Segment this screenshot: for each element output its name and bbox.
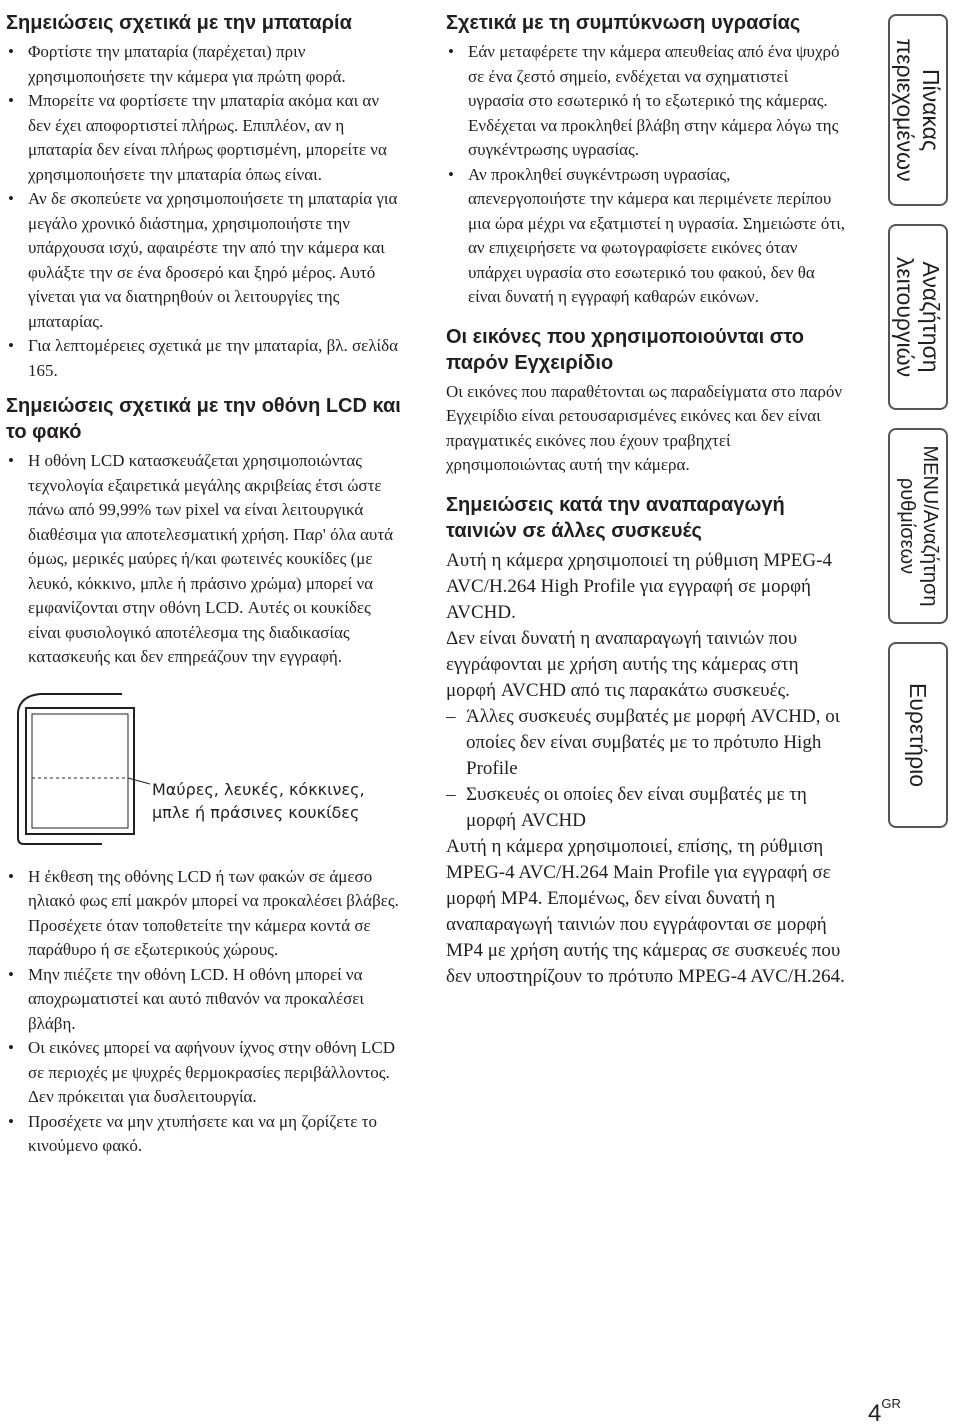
camera-lcd-illustration [12, 688, 162, 853]
tab-label: MENU/Αναζήτηση ρυθμίσεων [896, 445, 941, 607]
list-item: • Η οθόνη LCD κατασκευάζεται χρησιμοποιώντας τεχνολογία εξαιρετικά μεγάλης ακριβείας έτσι ώστε πάνω από 99,99% των pixel να είναι λειτουργικά διαθέσιμα για αποτελεσματική χρήση. Παρ' όλα αυτά όμως, μερικές μαύρες ή/και φωτεινές κουκίδες (με λευκό, κόκκινο, μπλε ή πράσινο χρώμα) μπορεί να εμφανίζονται στην οθόνη LCD. Αυτές οι κουκίδες είναι φυσιολογικό αποτέλεσμα της διαδικασίας κατασκευής και δεν επηρεάζουν την εγγραφή. [6, 449, 402, 670]
list-item: • Προσέχετε να μην χτυπήσετε και να μη ζορίζετε το κινούμενο φακό. [6, 1110, 402, 1159]
playback-paragraph: Αυτή η κάμερα χρησιμοποιεί τη ρύθμιση MPEG-4 AVC/H.264 High Profile για εγγραφή σε μορφή AVCHD. [446, 549, 832, 623]
playback-paragraph: Δεν είναι δυνατή η αναπαραγωγή ταινιών που εγγράφονται με χρήση αυτής της κάμερας στη μορφή AVCHD από τις παρακάτω συσκευές. [446, 627, 799, 701]
manual-images-heading: Οι εικόνες που χρησιμοποιούνται στο παρόν Εγχειρίδιο [446, 325, 804, 374]
tab-menu-settings-search[interactable] [888, 428, 948, 624]
playback-section [446, 492, 846, 990]
camera-body-outline [18, 712, 102, 844]
tab-search-by-operation[interactable] [888, 224, 948, 410]
lcd-notes-section [6, 393, 402, 1159]
list-item: • Αν δε σκοπεύετε να χρησιμοποιήσετε τη μπαταρία για μεγάλο χρονικό διάστημα, χρησιμοποιήστε την υπάρχουσα ισχύ, αφαιρέστε την από την κάμερα και φυλάξτε την σε ένα δροσερό και ξηρό μέρος. Αυτό γίνεται για να διατηρηθούν οι λειτουργίες της μπαταρίας. [6, 187, 402, 334]
leader-line-end [128, 778, 150, 784]
tab-label: Ευρετήριο [905, 682, 931, 788]
playback-paragraph: Αυτή η κάμερα χρησιμοποιεί, επίσης, τη ρύθμιση MPEG-4 AVC/H.264 Main Profile για εγγραφή σε μορφή MP4. Επομένως, δεν είναι δυνατή η αναπαραγωγή ταινιών που εγγράφονται σε μορφή MP4 με χρήση αυτής της κάμερας σε συσκευές που δεν υποστηρίζουν το πρότυπο MPEG-4 AVC/H.264. [446, 835, 845, 987]
lcd-notes-list [6, 449, 402, 670]
tab-label: Πίνακας περιεχομένων [892, 38, 944, 182]
manual-images-section [446, 324, 846, 478]
list-item: – Συσκευές οι οποίες δεν είναι συμβατές με τη μορφή AVCHD [446, 782, 846, 834]
list-item: • Μπορείτε να φορτίσετε την μπαταρία ακόμα και αν δεν έχει αποφορτιστεί πλήρως. Επιπλέον, αν η μπαταρία δεν είναι πλήρως φορτισμένη, μπορείτε να χρησιμοποιήσετε την μπαταρία όπως είναι. [6, 89, 402, 187]
lcd-notes-heading: Σημειώσεις σχετικά με την οθόνη LCD και το φακό [6, 395, 401, 443]
lcd-notes-list-continued [6, 865, 402, 1159]
tab-table-of-contents[interactable] [888, 14, 948, 206]
list-item: – Άλλες συσκευές συμβατές με μορφή AVCHD, οι οποίες δεν είναι συμβατές με το πρότυπο High Profile [446, 704, 846, 782]
list-item: • Μην πιέζετε την οθόνη LCD. Η οθόνη μπορεί να αποχρωματιστεί και αυτό πιθανόν να προκαλέσει βλάβη. [6, 963, 402, 1037]
right-column [446, 10, 846, 1000]
list-item: • Εάν μεταφέρετε την κάμερα απευθείας από ένα ψυχρό σε ένα ζεστό σημείο, ενδέχεται να σχηματιστεί υγρασία στο εσωτερικό ή το εξωτερικό της κάμερας. Ενδέχεται να προκληθεί βλάβη στην κάμερα λόγω της συγκέντρωσης υγρασίας. [446, 40, 846, 163]
figure-caption: Μαύρες, λευκές, κόκκινες, μπλε ή πράσινες κουκίδες [152, 779, 365, 822]
page-number [868, 1396, 901, 1428]
lcd-screen-frame [26, 708, 134, 834]
lcd-dot-area [32, 714, 128, 828]
list-item: • Φορτίστε την μπαταρία (παρέχεται) πριν χρησιμοποιήσετε την κάμερα για πρώτη φορά. [6, 40, 402, 89]
condensation-section [446, 10, 846, 310]
manual-images-text: Οι εικόνες που παραθέτονται ως παραδείγματα στο παρόν Εγχειρίδιο είναι ρετουσαρισμένες εικόνες και δεν είναι πραγματικές εικόνες που έχουν τραβηχτεί χρησιμοποιώντας αυτή την κάμερα. [446, 381, 843, 474]
battery-notes-list [6, 40, 402, 383]
battery-notes-section [6, 10, 402, 383]
list-item: • Οι εικόνες μπορεί να αφήνουν ίχνος στην οθόνη LCD σε περιοχές με ψυχρές θερμοκρασίες περιβάλλοντος. Δεν πρόκειται για δυσλειτουργία. [6, 1036, 402, 1110]
tab-label: Αναζήτηση λειτουργιών [892, 256, 944, 378]
condensation-heading: Σχετικά με τη συμπύκνωση υγρασίας [446, 12, 801, 34]
list-item: • Αν προκληθεί συγκέντρωση υγρασίας, απενεργοποιήστε την κάμερα και περιμένετε περίπου μια ώρα μέχρι να εξατμιστεί η υγρασία. Σημειώστε ότι, αν επιχειρήσετε να φωτογραφίσετε εικόνες όταν υπάρχει υγρασία στο εσωτερικό του φακού, δεν θα είναι δυνατή η εγγραφή καθαρών εικόνων. [446, 163, 846, 310]
page-language-code: GR [881, 1396, 901, 1411]
playback-heading: Σημειώσεις κατά την αναπαραγωγή ταινιών σε άλλες συσκευές [446, 493, 785, 542]
camera-top-edge [18, 694, 122, 712]
lcd-screen-inner [32, 714, 128, 828]
left-column [6, 10, 402, 1169]
list-item: • Για λεπτομέρειες σχετικά με την μπαταρία, βλ. σελίδα 165. [6, 334, 402, 383]
list-item: • Η έκθεση της οθόνης LCD ή των φακών σε άμεσο ηλιακό φως επί μακρόν μπορεί να προκαλέσει βλάβες. Προσέχετε όταν τοποθετείτε την κάμερα κοντά σε παράθυρο ή σε εξωτερικούς χώρους. [6, 865, 402, 963]
tab-index[interactable] [888, 642, 948, 828]
battery-notes-heading: Σημειώσεις σχετικά με την μπαταρία [6, 12, 352, 34]
condensation-list [446, 40, 846, 310]
page-number-value: 4 [868, 1400, 882, 1427]
lcd-dots-figure [6, 688, 402, 853]
playback-device-list [446, 704, 846, 834]
